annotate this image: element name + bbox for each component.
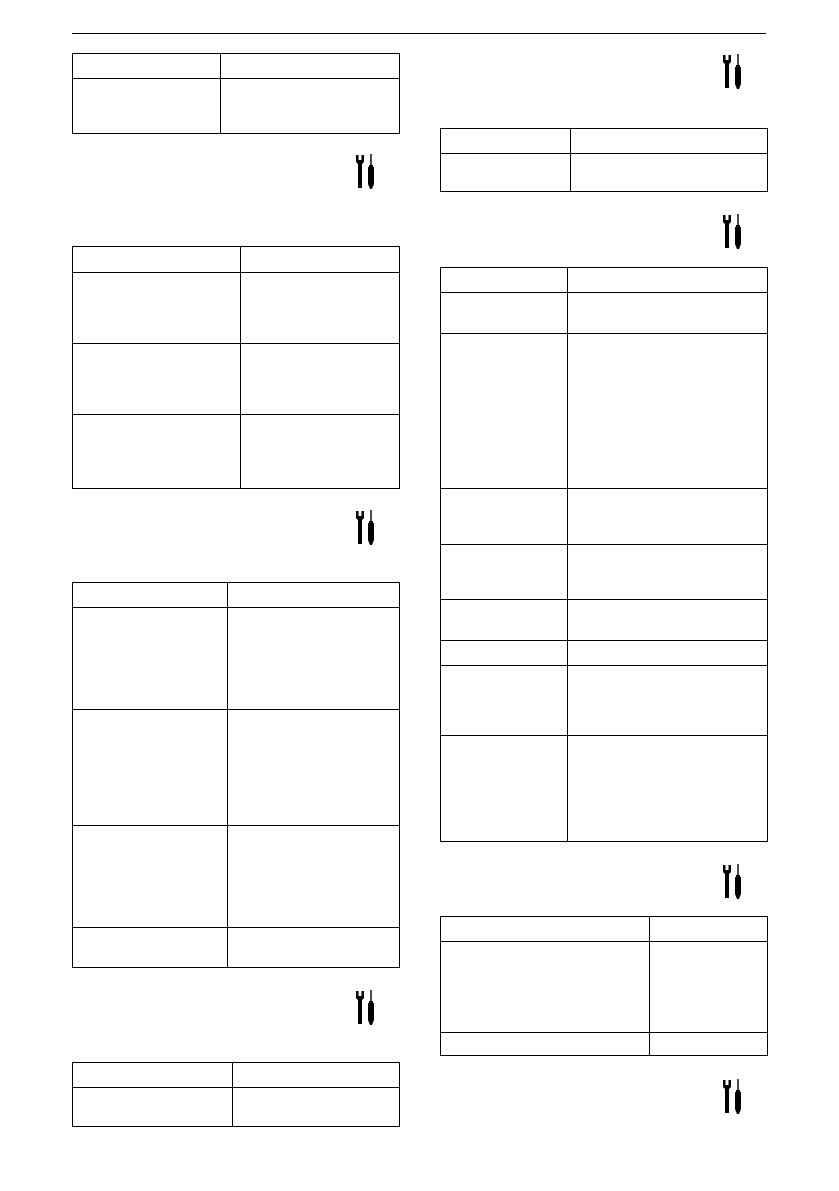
table-header-row xyxy=(441,129,767,154)
column-divider xyxy=(567,268,568,841)
table-header-row xyxy=(73,1063,399,1088)
wrench-screwdriver-icon xyxy=(722,54,744,90)
column-divider xyxy=(240,247,241,488)
page-header-rule xyxy=(72,33,766,34)
page-number xyxy=(772,6,792,26)
wrench-screwdriver-icon xyxy=(355,510,377,546)
table-header-row xyxy=(73,583,399,608)
table-header-row xyxy=(441,268,767,293)
wrench-screwdriver-icon xyxy=(355,990,377,1026)
table-row xyxy=(441,666,767,736)
table-row xyxy=(441,942,767,1033)
table-row xyxy=(441,545,767,600)
column-divider xyxy=(227,583,228,967)
table-row xyxy=(441,489,767,545)
parameter-table xyxy=(440,267,768,842)
wrench-screwdriver-icon xyxy=(722,864,744,900)
parameter-table xyxy=(72,582,400,968)
table-header-row xyxy=(441,917,767,942)
wrench-screwdriver-icon xyxy=(722,214,744,250)
parameter-table xyxy=(72,1062,400,1127)
table-row xyxy=(441,334,767,489)
column-divider xyxy=(649,917,650,1055)
table-row xyxy=(73,710,399,826)
parameter-table xyxy=(72,53,400,134)
parameter-table xyxy=(440,128,768,192)
table-row xyxy=(441,641,767,666)
column-divider xyxy=(220,54,221,133)
parameter-table xyxy=(440,916,768,1056)
table-header-row xyxy=(73,54,399,79)
table-header-row xyxy=(73,247,399,273)
column-divider xyxy=(232,1063,233,1126)
table-row xyxy=(73,608,399,710)
wrench-screwdriver-icon xyxy=(355,154,377,190)
table-row xyxy=(441,600,767,641)
table-row xyxy=(73,344,399,415)
table-row xyxy=(441,293,767,334)
table-row xyxy=(73,273,399,344)
parameter-table xyxy=(72,246,400,489)
wrench-screwdriver-icon xyxy=(722,1079,744,1115)
column-divider xyxy=(570,129,571,191)
table-row xyxy=(73,826,399,928)
